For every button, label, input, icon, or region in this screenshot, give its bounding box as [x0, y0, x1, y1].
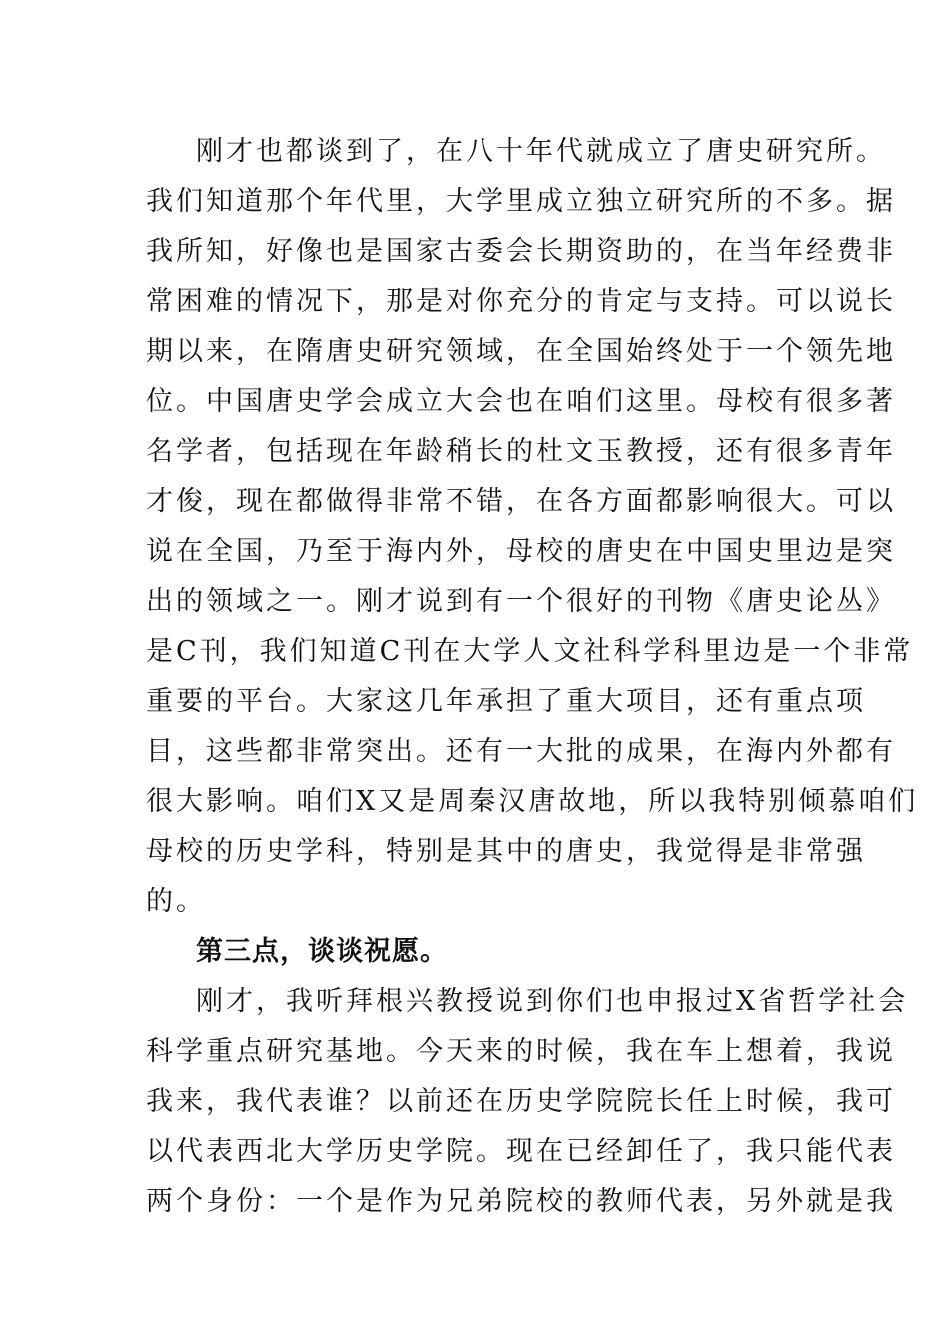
paragraph-1-line-9: 说在全国，乃至于海内外，母校的唐史在中国史里边是突	[146, 536, 896, 567]
paragraph-1-line-2: 我们知道那个年代里，大学里成立独立研究所的不多。据	[146, 186, 896, 217]
paragraph-1-line-16: 的。	[146, 886, 206, 917]
paragraph-1-line-10: 出的领域之一。刚才说到有一个很好的刊物《唐史论丛》	[146, 586, 896, 617]
paragraph-1-line-12: 重要的平台。大家这几年承担了重大项目，还有重点项	[146, 686, 866, 717]
paragraph-1-line-3: 我所知，好像也是国家古委会长期资助的，在当年经费非	[146, 236, 896, 267]
paragraph-1-line-7: 名学者，包括现在年龄稍长的杜文玉教授，还有很多青年	[146, 436, 896, 467]
paragraph-1-line-14: 很大影响。咱们X又是周秦汉唐故地，所以我特别倾慕咱们	[146, 786, 919, 817]
paragraph-2-line-3: 我来，我代表谁？以前还在历史学院院长任上时候，我可	[146, 1086, 896, 1117]
paragraph-1-line-13: 目，这些都非常突出。还有一大批的成果，在海内外都有	[146, 736, 896, 767]
paragraph-1-line-15: 母校的历史学科，特别是其中的唐史，我觉得是非常强	[146, 836, 866, 867]
paragraph-1-line-5: 期以来，在隋唐史研究领域，在全国始终处于一个领先地	[146, 336, 896, 367]
paragraph-1-line-4: 常困难的情况下，那是对你充分的肯定与支持。可以说长	[146, 286, 896, 317]
paragraph-2-line-2: 科学重点研究基地。今天来的时候，我在车上想着，我说	[146, 1036, 896, 1067]
paragraph-2-line-4: 以代表西北大学历史学院。现在已经卸任了，我只能代表	[146, 1136, 896, 1167]
paragraph-1-line-11: 是C刊，我们知道C刊在大学人文社科学科里边是一个非常	[146, 636, 914, 667]
paragraph-1-line-8: 才俊，现在都做得非常不错，在各方面都影响很大。可以	[146, 486, 896, 517]
paragraph-2-line-5: 两个身份：一个是作为兄弟院校的教师代表，另外就是我	[146, 1186, 896, 1217]
paragraph-1-line-1: 刚才也都谈到了，在八十年代就成立了唐史研究所。	[196, 136, 886, 167]
paragraph-2-line-1: 刚才，我听拜根兴教授说到你们也申报过X省哲学社会	[196, 986, 909, 1017]
section-heading: 第三点，谈谈祝愿。	[196, 936, 448, 967]
paragraph-1-line-6: 位。中国唐史学会成立大会也在咱们这里。母校有很多著	[146, 386, 896, 417]
